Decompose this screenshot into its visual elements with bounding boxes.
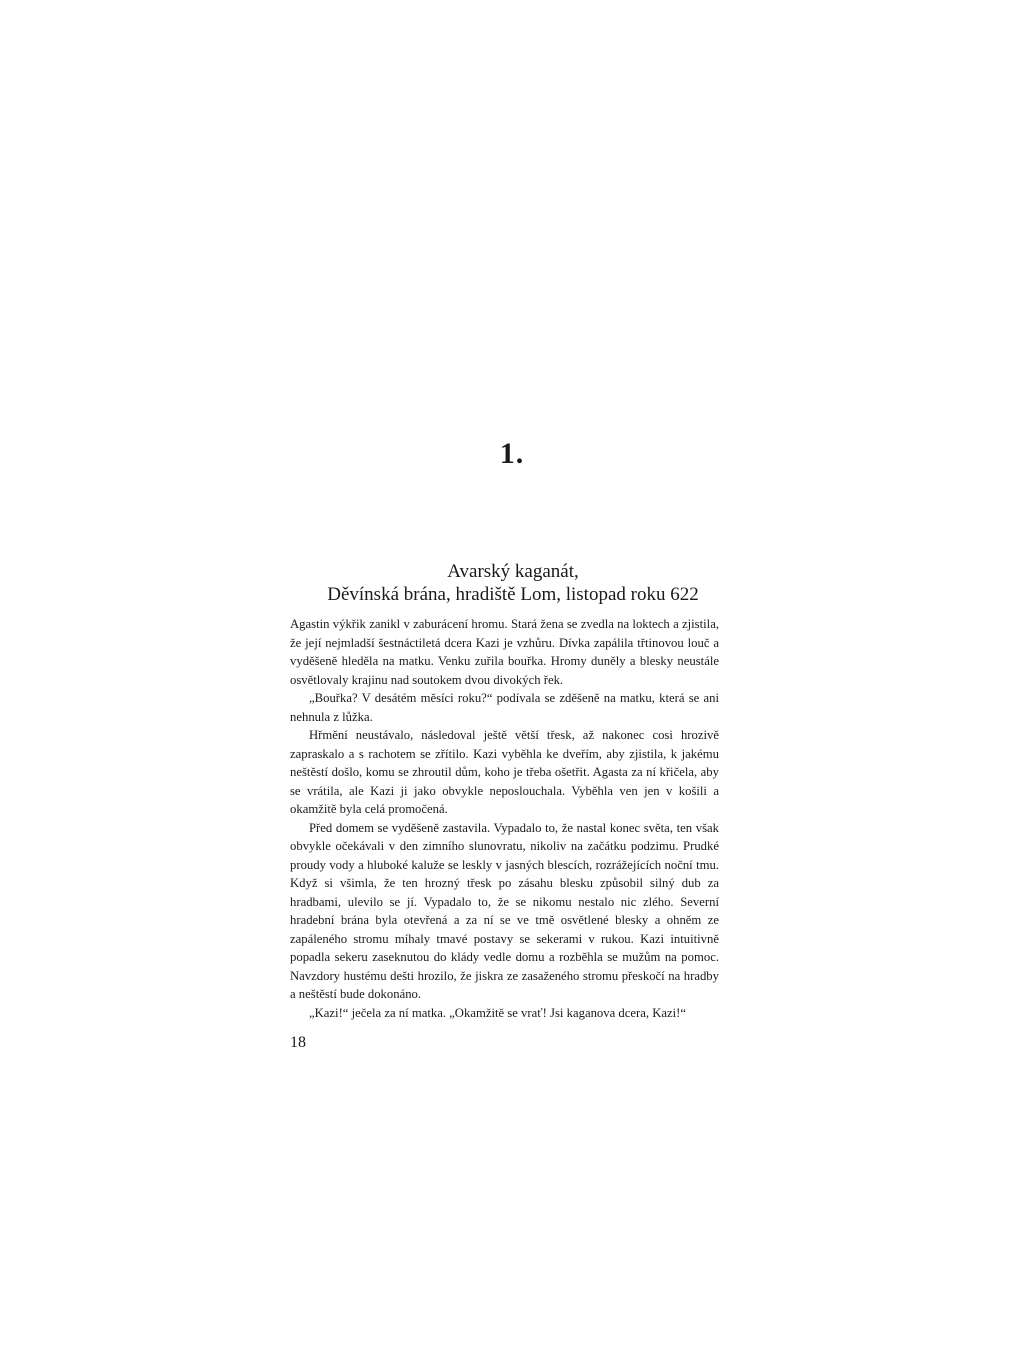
paragraph-4: Před domem se vyděšeně zastavila. Vypadalo to, že nastal konec světa, ten však obvykle očekávali v den zimního slunovratu, nikoliv na začátku podzimu. Prudké proudy vody a hluboké kaluže se leskly v jasných blescích, rozrážejících noční tmu. Když si všimla, že ten hrozný třesk po zásahu blesku způsobil silný dub za hradbami, ulevilo se jí. Vypadalo to, že se nikomu nestalo nic zlého. Severní hradební brána byla otevřená a za ní se ve tmě osvětlené blesky a ohněm ze zapáleného stromu míhaly tmavé postavy se sekerami v rukou. Kazi intuitivně popadla sekeru zaseknutou do klády vedle domu a rozběhla se mužům na pomoc. Navzdory hustému dešti hrozilo, že jiskra ze zasaženého stromu přeskočí na hradby a neštěstí bude dokonáno.: [290, 820, 719, 1001]
chapter-number: 1.: [499, 437, 525, 470]
paragraph-1: Agastin výkřik zanikl v zaburácení hromu. Stará žena se zvedla na loktech a zjistila, že její nejmladší šestnáctiletá dcera Kazi je vzhůru. Dívka zapálila třtinovou louč a vyděšeně hleděla na matku. Venku zuřila bouřka. Hromy duněly a blesky neustále osvětlovaly krajinu nad soutokem dvou divokých řek.: [290, 617, 719, 687]
chapter-title: [270, 560, 756, 606]
paragraph-2: „Bouřka? V desátém měsíci roku?“ podívala se zděšeně na matku, která se ani nehnula z lůžka.: [290, 691, 719, 724]
chapter-title-line-1: Avarský kaganát,: [447, 561, 579, 582]
body-text: [290, 615, 719, 1022]
paragraph-3: Hřmění neustávalo, následoval ještě větší třesk, až nakonec cosi hrozivě zapraskalo a s rachotem se zřítilo. Kazi vyběhla ke dveřím, aby zjistila, k jakému neštěstí došlo, komu se zhroutil dům, koho je třeba ošetřit. Agasta za ní křičela, aby se vrátila, ale Kazi ji jako obvykle neposlouchala. Vyběhla ven jen v košili a okamžitě byla celá promočená.: [290, 728, 719, 816]
chapter-title-line-2: Děvínská brána, hradiště Lom, listopad roku 622: [327, 584, 699, 605]
paragraph-5: „Kazi!“ ječela za ní matka. „Okamžitě se vrať! Jsi kaganova dcera, Kazi!“: [309, 1005, 687, 1020]
page-number: 18: [290, 1034, 306, 1051]
